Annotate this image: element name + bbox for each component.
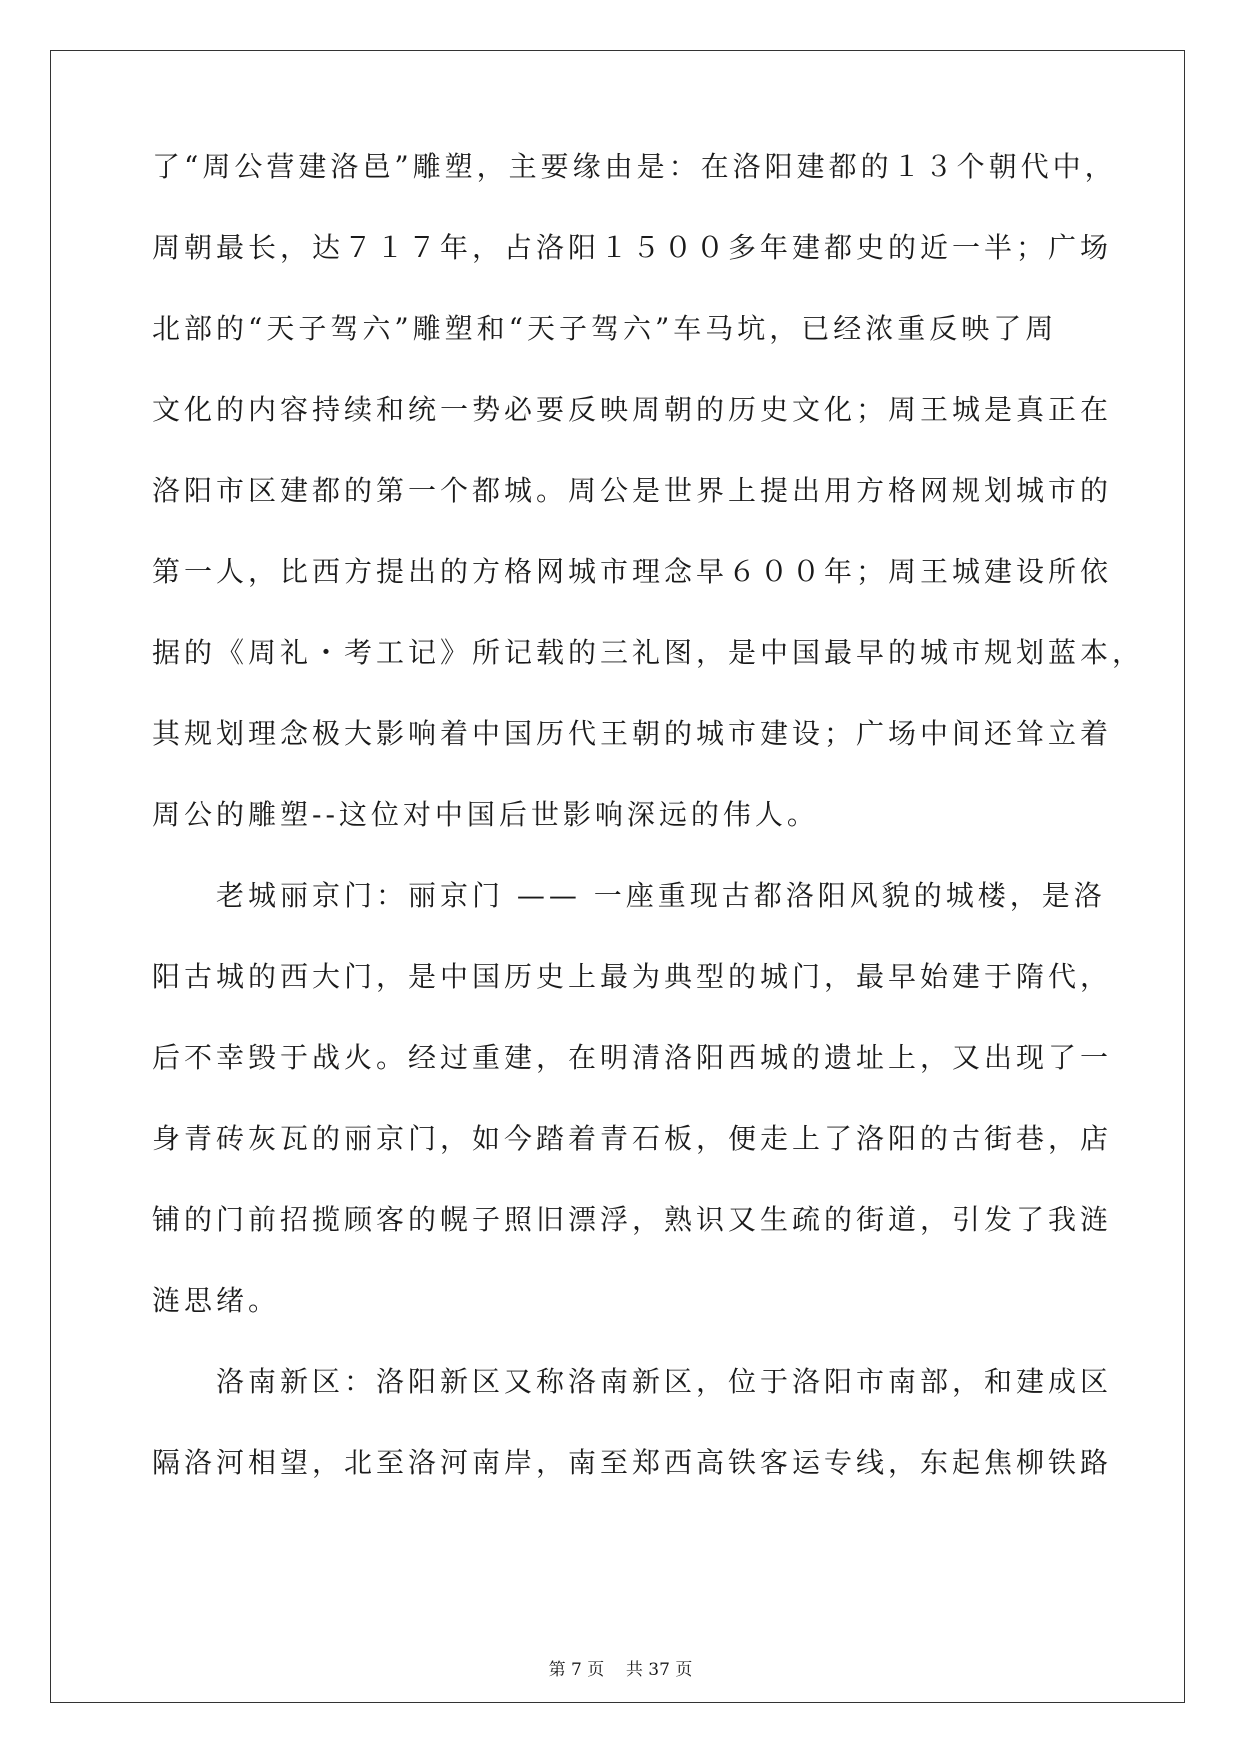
text-line: 了“周公营建洛邑”雕塑，主要缘由是：在洛阳建都的１３个朝代中， bbox=[152, 150, 1117, 183]
text-line: 铺的门前招揽顾客的幌子照旧漂浮，熟识又生疏的街道，引发了我涟 bbox=[152, 1203, 1113, 1236]
page-number: 第 7 页 共 37 页 bbox=[548, 1660, 693, 1680]
text-line: 隔洛河相望，北至洛河南岸，南至郑西高铁客运专线，东起焦柳铁路 bbox=[152, 1446, 1113, 1479]
text-line: 阳古城的西大门，是中国历史上最为典型的城门，最早始建于隋代， bbox=[152, 960, 1113, 993]
text-line: 第一人，比西方提出的方格网城市理念早６００年；周王城建设所依 bbox=[152, 555, 1113, 588]
text-line: 洛阳市区建都的第一个都城。周公是世界上提出用方格网规划城市的 bbox=[152, 474, 1113, 507]
text-line: 周朝最长，达７１７年，占洛阳１５００多年建都史的近一半；广场 bbox=[152, 231, 1113, 264]
text-line: 其规划理念极大影响着中国历代王朝的城市建设；广场中间还耸立着 bbox=[152, 717, 1113, 750]
text-line: 涟思绪。 bbox=[152, 1284, 281, 1317]
text-line: 后不幸毁于战火。经过重建，在明清洛阳西城的遗址上，又出现了一 bbox=[152, 1041, 1113, 1074]
text-line: 身青砖灰瓦的丽京门，如今踏着青石板，便走上了洛阳的古街巷，店 bbox=[152, 1122, 1113, 1155]
text-line: 洛南新区：洛阳新区又称洛南新区，位于洛阳市南部，和建成区 bbox=[216, 1365, 1113, 1398]
text-line: 据的《周礼・考工记》所记载的三礼图，是中国最早的城市规划蓝本， bbox=[152, 636, 1145, 669]
text-line: 老城丽京门：丽京门 —— 一座重现古都洛阳风貌的城楼，是洛 bbox=[216, 879, 1106, 912]
text-line: 北部的“天子驾六”雕塑和“天子驾六”车马坑，已经浓重反映了周 bbox=[152, 312, 1058, 345]
body-text bbox=[152, 150, 1145, 1529]
text-line: 文化的内容持续和统一势必要反映周朝的历史文化；周王城是真正在 bbox=[152, 393, 1113, 426]
text-line: 周公的雕塑--这位对中国后世影响深远的伟人。 bbox=[152, 798, 819, 831]
